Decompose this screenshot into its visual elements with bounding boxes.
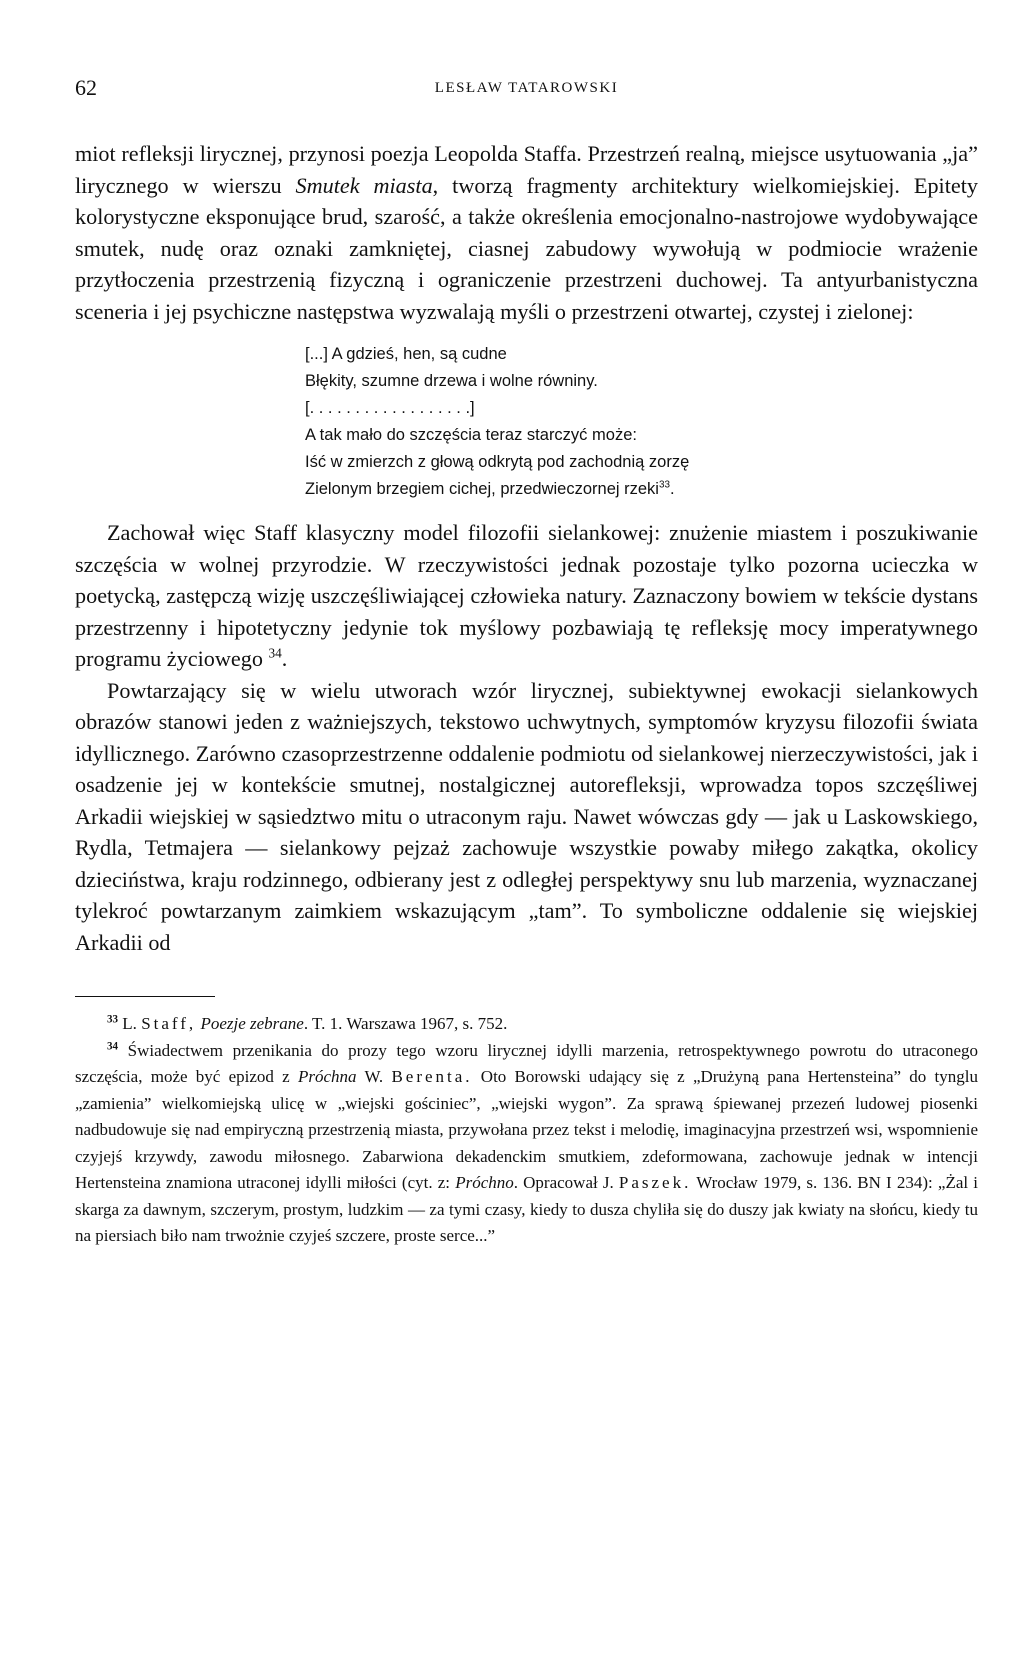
paragraph-2-text: Zachował więc Staff klasyczny model filozofii sielankowej: znużenie miastem i poszukiwanie szczęścia w wolnej przyrodzie. W rzeczywistości jednak pozostaje tylko pozorna ucieczka w poetycką, zastępczą wizję uszczęśliwiającej człowieka natury. Zaznaczony bowiem w tekście dystans przestrzenny i hipotetyczny jedynie tok myślowy pozbawiają tę refleksję mocy imperatywnego programu życiowego (75, 520, 978, 671)
paragraph-2 (75, 517, 978, 675)
paragraph-2-end: . (281, 646, 288, 671)
paragraph-1-text-a: miot refleksji lirycznej, przynosi poezja Leopolda Staffa. Przestrzeń realną, miejsce usytuowania „ja” lirycznego w wierszu (75, 141, 978, 198)
paragraph-1 (75, 138, 978, 327)
paragraph-1-text-b: , tworzą fragmenty architektury wielkomiejskiej. Epitety kolorystyczne eksponujące brud, szarość, a także określenia emocjonalno-nastrojowe wydobywające smutek, nudę oraz oznaki zamkniętej, ciasnej zabudowy wywołują w podmiocie wrażenie przytłoczenia przestrzenią fizyczną i ograniczenie przestrzeni duchowej. Ta antyurbanistyczna sceneria i jej psychiczne następstwa wyzwalają myśli o przestrzeni otwartej, czystej i zielonej: (75, 172, 978, 324)
poem-line-6 (305, 476, 978, 503)
footnote-separator (75, 996, 215, 997)
footnote-34-author-1: Berenta. (391, 1067, 473, 1086)
poem-line-6-text: Zielonym brzegiem cichej, przedwieczornej rzeki (305, 480, 659, 498)
footnote-34-title-2: Próchno (455, 1173, 514, 1192)
poem-line-2: Błękity, szumne drzewa i wolne równiny. (305, 372, 598, 390)
footnote-33-text-c: . T. 1. Warszawa 1967, s. 752. (303, 1014, 508, 1033)
poem-line-6-end: . (669, 480, 675, 498)
work-title-smutek-miasta: Smutek miasta (295, 172, 433, 198)
footnote-33-author: Staff, (141, 1014, 197, 1033)
footnote-34-text-d: . Opracował J. (513, 1173, 619, 1192)
footnote-34 (75, 1038, 978, 1250)
poem-quotation (305, 341, 978, 503)
footnote-34-text-e: Wrocław 1979, s. 136. BN I 234): „Żal i skarga za dawnym, szczerym, prostym, ludzkim — za tymi czasy, kiedy to dusza chyliła się do duszy jak kwiaty na słońcu, kiedy tu na piersiach biło nam trwożnie czyjeś szczere, proste serce...” (75, 1173, 978, 1245)
footnote-34-author-2: Paszek. (618, 1173, 692, 1192)
page-header (75, 70, 978, 110)
page-number: 62 (75, 75, 97, 100)
paragraph-3 (75, 675, 978, 959)
footnote-33 (75, 1011, 978, 1038)
poem-line-5: Iść w zmierzch z głową odkrytą pod zachodnią zorzę (305, 453, 690, 471)
footnote-34-text-c: Oto Borowski udający się z „Drużyną pana Hertensteina” do tynglu „zamienia” wielkomiejską ulicę w „wiejski gościniec”, „wiejski wygon”. Za sprawą śpiewanej przezeń ludowej piosenki nadbudowuje się nad empiryczną przestrzenią miasta, przywołana przez tekst i melodię, imaginacyjna przestrzeń wsi, wspomnienie czyjejś krzywdy, zawodu miłosnego. Zabarwiona dekadenckim smutkiem, zdeformowana, zachowuje jednak w intencji Hertensteina znamiona utraconej idylli miłości (cyt. z: (75, 1067, 979, 1192)
paragraph-3-text: Powtarzający się w wielu utworach wzór lirycznej, subiektywnej ewokacji sielankowych obrazów stanowi jeden z ważniejszych, tekstowo uchwytnych, symptomów kryzysu filozofii świata idyllicznego. Zarówno czasoprzestrzenne oddalenie podmiotu od sielankowej nierzeczywistości, jak i osadzenie jej w kontekście smutnej, nostalgicznej autorefleksji, wprowadza topos szczęśliwej Arkadii wiejskiej w sąsiedztwo mitu o utraconym raju. Nawet wówczas gdy — jak u Laskowskiego, Rydla, Tetmajera — sielankowy pejzaż zachowuje wszystkie powaby miłego zakątka, okolicy dzieciństwa, kraju rodzinnego, odbierany jest z odległej perspektywy snu lub marzenia, wyznaczanej tylekroć powtarzanym zaimkiem wskazującym „tam”. To symboliczne oddalenie się wiejskiej Arkadii od (75, 677, 978, 955)
footnote-33-title: Poezje zebrane (200, 1014, 304, 1033)
footnote-34-number: 34 (107, 1039, 119, 1052)
poem-line-4: A tak mało do szczęścia teraz starczyć może: (305, 426, 637, 444)
running-head: LESŁAW TATAROWSKI (434, 80, 619, 96)
footnote-34-text-a: Świadectwem przenikania do prozy tego wzoru lirycznej idylli marzenia, retrospektywnego powrotu do utraconego szczęścia, może być epizod z (75, 1040, 978, 1086)
poem-line-3: [. . . . . . . . . . . . . . . . . .] (305, 399, 475, 417)
footnote-33-number: 33 (107, 1013, 119, 1026)
poem-line-1: [...] A gdzieś, hen, są cudne (305, 345, 507, 363)
footnote-33-text-a: L. (118, 1014, 142, 1033)
footnote-34-text-b: W. (356, 1067, 392, 1086)
footnote-34-title-1: Próchna (297, 1067, 357, 1086)
footnote-ref-33: 33 (658, 479, 670, 491)
footnote-ref-34: 34 (268, 645, 282, 661)
main-text (75, 138, 978, 958)
footnotes (75, 1011, 978, 1250)
